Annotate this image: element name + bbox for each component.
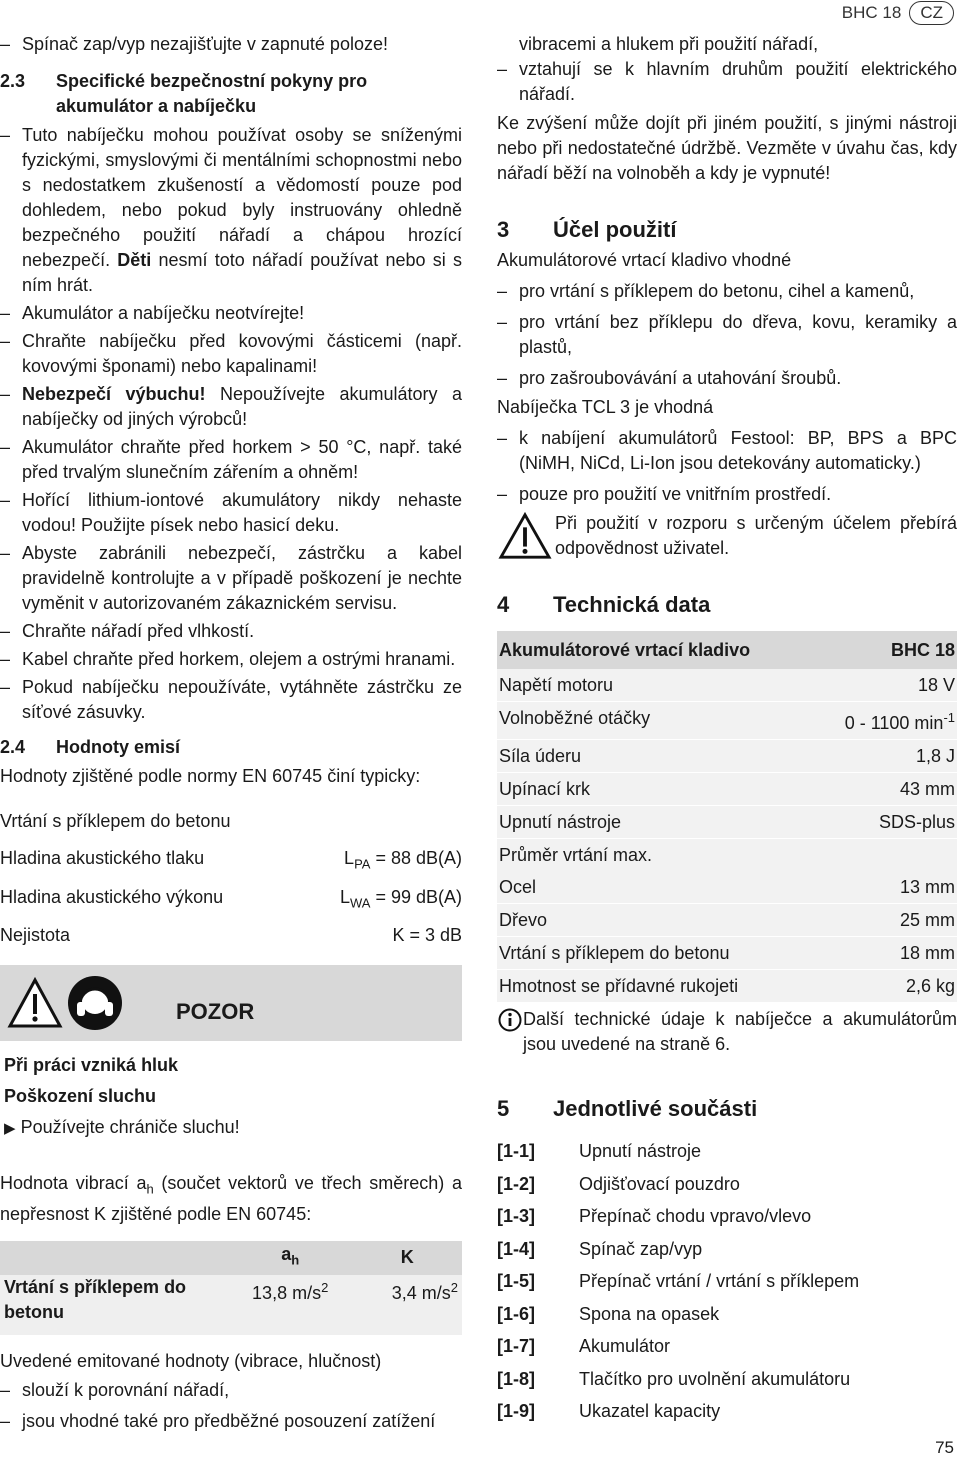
part-row xyxy=(497,1363,957,1396)
ah-value xyxy=(228,1275,352,1335)
technical-value xyxy=(833,740,957,773)
safety-item-text: Kabel chraňte před horkem, olejem a ostrými hranami. xyxy=(22,649,456,669)
technical-value-text: 18 V xyxy=(917,675,955,695)
technical-label: Volnoběžné otáčky xyxy=(497,702,833,740)
info-note xyxy=(497,1007,957,1057)
part-ref: [1-3] xyxy=(497,1206,536,1226)
vibration-table xyxy=(0,1241,462,1335)
section-5-heading xyxy=(497,1095,957,1123)
emission-row xyxy=(0,881,462,920)
technical-value-text: 18 mm xyxy=(899,943,955,963)
ah-exp: 2 xyxy=(321,1279,329,1295)
technical-value-text: 1,8 J xyxy=(915,746,955,766)
header-ah-sub: h xyxy=(291,1253,300,1269)
part-name: Odjišťovací pouzdro xyxy=(579,1173,740,1194)
ah-value-text: 13,8 m/s xyxy=(252,1282,322,1303)
continued-paragraph: Ke zvýšení může dojít při jiném použití, s jinými nástroji nebo při nedostatečné údržbě. Vezměte v úvahu čas, kdy nářadí běží na volnoběh a kdy je vypnuté! xyxy=(497,113,957,183)
warning-line: Poškození sluchu xyxy=(4,1086,157,1107)
emission-values xyxy=(0,842,462,951)
part-ref: [1-4] xyxy=(497,1238,536,1259)
part-name: Spona na opasek xyxy=(579,1303,720,1324)
safety-item-text: Nepoužívejte akumulátory a nabíječky od jiných výrobců! xyxy=(22,384,462,429)
safety-item xyxy=(0,301,462,326)
safety-item-bold: Děti xyxy=(117,250,152,270)
section-number: 2.3 xyxy=(0,71,26,91)
safety-item-text: Chraňte nářadí před vlhkostí. xyxy=(22,621,255,641)
section-2-3-heading xyxy=(0,69,462,119)
technical-value xyxy=(833,937,957,970)
warning-body xyxy=(0,1041,462,1141)
row-label: Vrtání s příklepem do betonu xyxy=(0,1275,228,1335)
language-badge: CZ xyxy=(909,1,954,25)
charger-intro: Nabíječka TCL 3 je vhodná xyxy=(497,397,714,417)
safety-item xyxy=(0,329,462,379)
purpose-item: – pro vrtání s příklepem do betonu, cihel a kamenů, xyxy=(497,279,957,304)
safety-item xyxy=(0,488,462,538)
part-row xyxy=(497,1168,957,1201)
right-column xyxy=(497,32,957,1428)
safety-item-bold: Nebezpečí výbuchu! xyxy=(22,384,206,404)
part-name: Přepínač chodu vpravo/vlevo xyxy=(579,1206,812,1226)
technical-data-row xyxy=(497,937,957,970)
technical-value-text: 2,6 kg xyxy=(905,976,955,996)
technical-label: Síla úderu xyxy=(497,740,833,773)
section-title: Účel použití xyxy=(553,217,677,242)
model-label: BHC 18 xyxy=(841,3,902,22)
part-name: Spínač zap/vyp xyxy=(579,1238,703,1259)
technical-data-table xyxy=(497,631,957,1003)
section-4-heading xyxy=(497,591,957,619)
technical-data-row xyxy=(497,839,957,872)
technical-data-row xyxy=(497,970,957,1003)
safety-item-text: Tuto nabíječku mohou používat osoby se sníženými fyzickými, smyslovými či mentálními schopnostmi nebo s nedostatkem zkušeností a vědomostí pouze pod dohledem, nebo pokud byly instruovány ohledně bezpečného použití nářadí a chápou hrozící nebezpečí. xyxy=(22,125,462,270)
part-row xyxy=(497,1395,957,1428)
part-ref: [1-5] xyxy=(497,1271,536,1291)
part-row xyxy=(497,1298,957,1331)
header-label: Akumulátorové vrtací kladivo xyxy=(497,631,833,669)
header-model: BHC 18 xyxy=(833,631,957,669)
safety-item-text: Chraňte nabíječku před kovovými částicemi (např. kovovými šponami) nebo kapalinami! xyxy=(22,331,462,376)
section-2-4-heading xyxy=(0,735,462,760)
emission-number: = 99 dB(A) xyxy=(370,886,462,907)
emission-label: Hladina akustického výkonu xyxy=(0,886,224,907)
part-name: Upnutí nástroje xyxy=(579,1141,702,1161)
technical-label: Vrtání s příklepem do betonu xyxy=(497,937,833,970)
safety-item xyxy=(0,541,462,616)
part-row xyxy=(497,1200,957,1233)
safety-item xyxy=(0,647,462,672)
safety-item xyxy=(0,435,462,485)
technical-label: Napětí motoru xyxy=(497,669,833,702)
part-ref: [1-8] xyxy=(497,1368,536,1389)
warning-triangle-icon xyxy=(6,974,64,1032)
emission-sub: WA xyxy=(349,895,371,911)
emission-row xyxy=(0,919,462,951)
vibration-intro-rest: (součet vektorů ve třech směrech) a nepřesnost K zjištěné podle EN 60745: xyxy=(0,1173,462,1224)
emission-symbol: L xyxy=(339,886,350,907)
info-note-text: Další technické údaje k nabíječce a akumulátorům jsou uvedené na straně 6. xyxy=(523,1009,957,1054)
header-k: K xyxy=(352,1241,462,1275)
charger-item: – k nabíjení akumulátorů Festool: BP, BPS a BPC (NiMH, NiCd, Li-Ion jsou detekovány automaticky.) xyxy=(497,426,957,476)
warning-line: Při práci vzniká hluk xyxy=(4,1055,179,1076)
technical-label: Upnutí nástroje xyxy=(497,806,833,839)
warning-bar xyxy=(0,965,462,1041)
empty-header-cell xyxy=(0,1241,228,1275)
part-ref: [1-6] xyxy=(497,1303,536,1324)
left-column xyxy=(0,32,462,1434)
part-ref: [1-7] xyxy=(497,1336,536,1356)
emission-intro: Hodnoty zjištěné podle normy EN 60745 činí typicky: xyxy=(0,766,421,786)
part-name: Přepínač vrtání / vrtání s příklepem xyxy=(579,1271,860,1291)
emission-note: Uvedené emitované hodnoty (vibrace, hlučnost) xyxy=(0,1350,382,1371)
emission-note-item: – jsou vhodné také pro předběžné posouzení zatížení xyxy=(0,1409,462,1434)
k-value-text: 3,4 m/s xyxy=(391,1282,451,1303)
technical-value xyxy=(833,773,957,806)
technical-value-text: 43 mm xyxy=(899,779,955,799)
purpose-warning-text: Při použití v rozporu s určeným účelem přebírá odpovědnost uživatel. xyxy=(555,513,957,558)
section-title: Technická data xyxy=(553,592,711,617)
emission-value xyxy=(344,842,462,881)
technical-value-text: SDS-plus xyxy=(878,812,955,832)
technical-data-row xyxy=(497,806,957,839)
vibration-intro-text: Hodnota vibrací a xyxy=(0,1173,147,1194)
technical-value xyxy=(833,970,957,1003)
technical-data-header xyxy=(497,631,957,669)
section-title: Specifické bezpečnostní pokyny pro akumulátor a nabíječku xyxy=(56,71,368,116)
technical-value xyxy=(833,702,957,740)
technical-data-body xyxy=(497,631,957,1003)
part-row xyxy=(497,1135,957,1168)
emission-value xyxy=(392,919,462,951)
safety-list xyxy=(0,123,462,725)
purpose-item: – pro zašroubovávání a utahování šroubů. xyxy=(497,366,957,391)
continued-dash: – vztahují se k hlavním druhům použití elektrického nářadí. xyxy=(497,57,957,107)
technical-label: Dřevo xyxy=(497,904,833,937)
technical-data-row xyxy=(497,669,957,702)
technical-value xyxy=(833,806,957,839)
purpose-list xyxy=(497,279,957,391)
vibration-table-row xyxy=(0,1275,462,1335)
page-header xyxy=(842,0,954,25)
emission-label: Hladina akustického tlaku xyxy=(0,848,205,868)
parts-list xyxy=(497,1135,957,1428)
purpose-warning xyxy=(497,511,957,561)
technical-value-text: 25 mm xyxy=(899,910,955,930)
part-name: Tlačítko pro uvolnění akumulátoru xyxy=(579,1368,851,1389)
play-arrow-icon: ▶ xyxy=(4,1120,16,1138)
technical-label: Hmotnost se přídavné rukojeti xyxy=(497,970,833,1003)
section-number: 4 xyxy=(497,592,510,617)
section-title: Jednotlivé součásti xyxy=(553,1096,758,1121)
part-ref: [1-9] xyxy=(497,1401,536,1421)
safety-item-text: nesmí toto nářadí používat nebo si s ním hrát. xyxy=(22,250,463,295)
emission-row xyxy=(0,842,462,881)
safety-item-text: Akumulátor chraňte před horkem > 50 °C, např. také před trvalým slunečním zářením a ohněm! xyxy=(22,437,462,482)
safety-item-text: Akumulátor a nabíječku neotvírejte! xyxy=(22,303,305,323)
part-row xyxy=(497,1265,957,1298)
technical-value xyxy=(833,839,957,872)
purpose-intro: Akumulátorové vrtací kladivo vhodné xyxy=(497,250,792,270)
vibration-intro-sub: h xyxy=(146,1181,154,1197)
emission-symbol: L xyxy=(344,848,355,868)
safety-item xyxy=(0,675,462,725)
technical-data-row xyxy=(497,871,957,904)
info-icon xyxy=(497,1008,523,1032)
technical-label: Upínací krk xyxy=(497,773,833,806)
section-number: 5 xyxy=(497,1096,510,1121)
technical-value xyxy=(833,669,957,702)
page-number: 75 xyxy=(935,1438,954,1457)
charger-item: – pouze pro použití ve vnitřním prostředí. xyxy=(497,482,957,507)
warning-triangle-icon xyxy=(497,511,553,561)
section-number: 2.4 xyxy=(0,737,26,757)
section-title: Hodnoty emisí xyxy=(56,737,181,757)
safety-item-text: Abyste zabránili nebezpečí, zástrčku a kabel pravidelně kontrolujte a v případě poškození je nechte vyměnit v autorizovaném zákaznickém servisu. xyxy=(22,543,462,613)
intro-dash-item: – Spínač zap/vyp nezajišťujte v zapnuté poloze! xyxy=(0,32,462,57)
safety-item xyxy=(0,619,462,644)
emission-subheading: Vrtání s příklepem do betonu xyxy=(0,811,231,831)
safety-item-text: Pokud nabíječku nepoužíváte, vytáhněte zástrčku ze síťové zásuvky. xyxy=(22,677,462,722)
warning-instruction xyxy=(4,1115,458,1141)
technical-data-row xyxy=(497,904,957,937)
safety-item xyxy=(0,382,462,432)
emission-number: K = 3 dB xyxy=(392,925,462,946)
emission-value xyxy=(340,881,462,920)
purpose-item: – pro vrtání bez příklepu do dřeva, kovu, keramiky a plastů, xyxy=(497,310,957,360)
warning-title: POZOR xyxy=(176,998,255,1024)
emission-note-item: – slouží k porovnání nářadí, xyxy=(0,1378,462,1403)
technical-label: Ocel xyxy=(497,871,833,904)
vibration-intro xyxy=(0,1171,462,1227)
header-ah xyxy=(228,1241,352,1275)
k-exp: 2 xyxy=(450,1279,458,1295)
safety-item xyxy=(0,123,462,298)
technical-value-text: 0 - 1100 min xyxy=(844,713,944,733)
charger-list xyxy=(497,426,957,507)
header-ah-text: a xyxy=(281,1244,292,1265)
hearing-protection-icon xyxy=(66,974,124,1032)
technical-data-row xyxy=(497,740,957,773)
section-number: 3 xyxy=(497,217,510,242)
technical-value xyxy=(833,871,957,904)
technical-value-sup: -1 xyxy=(943,710,955,725)
part-name: Akumulátor xyxy=(579,1336,671,1356)
emission-sub: PA xyxy=(354,856,371,872)
technical-value xyxy=(833,904,957,937)
warning-instruction-text: Používejte chrániče sluchu! xyxy=(20,1117,240,1138)
part-row xyxy=(497,1233,957,1266)
technical-data-row xyxy=(497,773,957,806)
part-row xyxy=(497,1330,957,1363)
part-ref: [1-2] xyxy=(497,1173,536,1194)
k-value xyxy=(352,1275,462,1335)
continued-line: vibracemi a hlukem při použití nářadí, xyxy=(519,34,819,54)
technical-value-text: 13 mm xyxy=(899,877,955,897)
vibration-table-header xyxy=(0,1241,462,1275)
safety-item-text: Hořící lithium-iontové akumulátory nikdy nehaste vodou! Použijte písek nebo hasicí deku. xyxy=(22,490,462,535)
part-ref: [1-1] xyxy=(497,1141,536,1161)
emission-label: Nejistota xyxy=(0,925,71,946)
warning-box xyxy=(0,965,462,1141)
technical-label: Průměr vrtání max. xyxy=(497,839,833,872)
part-name: Ukazatel kapacity xyxy=(579,1401,721,1421)
technical-data-row xyxy=(497,702,957,740)
section-3-heading xyxy=(497,216,957,244)
emission-number: = 88 dB(A) xyxy=(370,848,462,868)
